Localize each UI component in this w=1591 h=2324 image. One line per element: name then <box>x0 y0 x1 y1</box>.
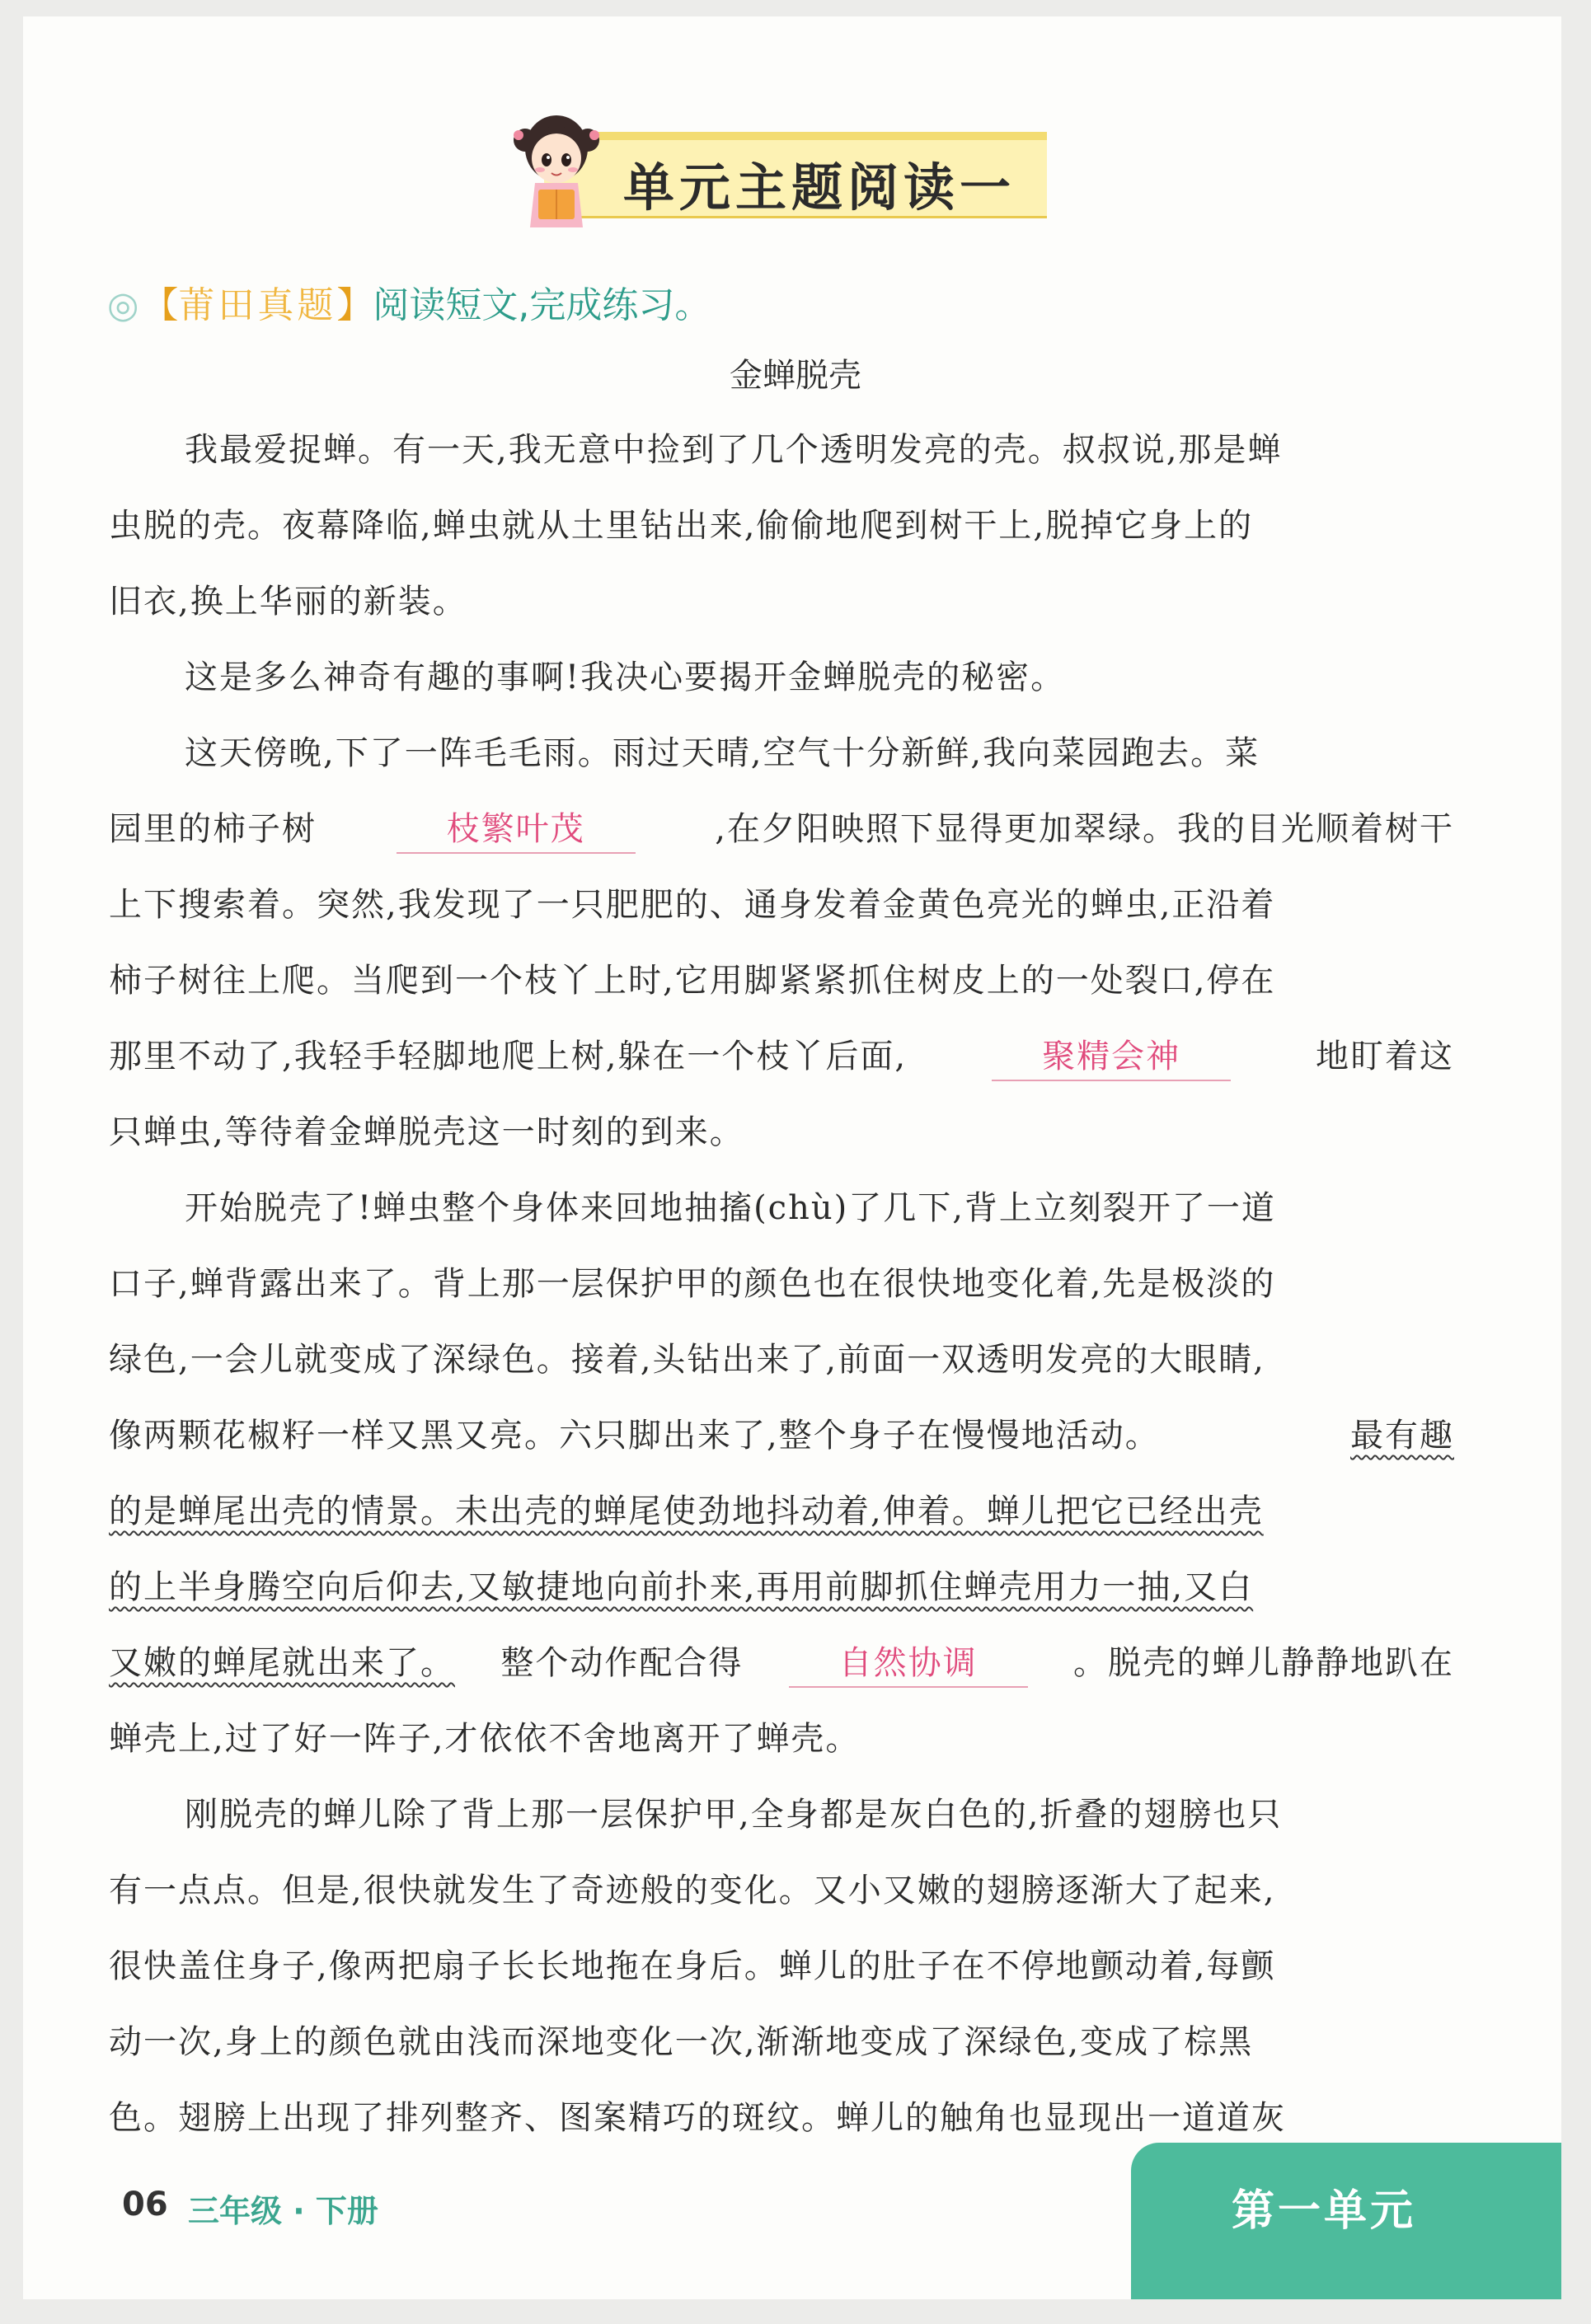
line-text: 只蝉虫,等待着金蝉脱壳这一时刻的到来。 <box>109 1113 744 1151</box>
unit-title-banner <box>544 132 1047 218</box>
text-line <box>185 729 1454 778</box>
line-text: 开始脱壳了!蝉虫整个身体来回地抽搐(chù)了几下,背上立刻裂开了一道 <box>185 1189 1276 1227</box>
text-line <box>109 1942 1454 1991</box>
unit-label: 第一单元 <box>1232 2186 1417 2236</box>
text-line <box>109 1335 1454 1385</box>
text-line <box>185 653 1530 702</box>
text-line <box>109 1866 1454 1915</box>
text-line <box>185 1790 1454 1839</box>
text-line <box>109 804 1454 854</box>
wavy-underlined-text: 最有趣 <box>1350 1417 1454 1455</box>
text-line <box>109 501 1454 551</box>
text-line <box>109 2093 1454 2143</box>
wavy-underlined-text: 又嫩的蝉尾就出来了。 <box>109 1644 455 1682</box>
text-line <box>109 1714 1454 1764</box>
text-line <box>185 1183 1454 1233</box>
source-bracket-open: 【 <box>142 284 179 326</box>
instruction-text: 阅读短文,完成练习。 <box>373 284 711 326</box>
line-text: 园里的柿子树 <box>109 810 317 848</box>
line-text: 绿色,一会儿就变成了深绿色。接着,头钻出来了,前面一双透明发亮的大眼睛, <box>109 1341 1265 1379</box>
line-text: 旧衣,换上华丽的新装。 <box>109 583 467 621</box>
line-text: 色。翅膀上出现了排列整齐、图案精巧的斑纹。蝉儿的触角也显现出一道道灰 <box>109 2099 1286 2137</box>
article-title: 金蝉脱壳 <box>730 357 861 395</box>
text-line <box>109 1487 1454 1536</box>
source-tag: 莆田真题 <box>178 284 337 326</box>
line-text: 。脱壳的蝉儿静静地趴在 <box>1072 1644 1454 1682</box>
line-text: 蝉壳上,过了好一阵子,才依依不舍地离开了蝉壳。 <box>109 1720 861 1758</box>
wavy-underlined-text: 的上半身腾空向后仰去,又敏捷地向前扑来,再用前脚抓住蝉壳用力一抽,又白 <box>109 1568 1254 1606</box>
reading-girl-icon <box>507 97 606 229</box>
text-line <box>109 880 1454 930</box>
line-text: 虫脱的壳。夜幕降临,蝉虫就从土里钻出来,偷偷地爬到树干上,脱掉它身上的 <box>109 507 1254 545</box>
answer-blank[interactable]: 自然协调 <box>789 1638 1028 1688</box>
line-text: 这天傍晚,下了一阵毛毛雨。雨过天晴,空气十分新鲜,我向菜园跑去。菜 <box>185 734 1260 772</box>
line-text: 这是多么神奇有趣的事啊!我决心要揭开金蝉脱壳的秘密。 <box>185 658 1066 696</box>
line-text: 那里不动了,我轻手轻脚地爬上树,躲在一个枝丫后面, <box>109 1038 908 1075</box>
line-text: 有一点点。但是,很快就发生了奇迹般的变化。又小又嫩的翅膀逐渐大了起来, <box>109 1872 1276 1909</box>
line-text: 动一次,身上的颜色就由浅而深地变化一次,渐渐地变成了深绿色,变成了棕黑 <box>109 2023 1254 2061</box>
answer-blank[interactable]: 聚精会神 <box>992 1032 1231 1081</box>
text-line <box>109 1563 1454 1612</box>
line-text: 柿子树往上爬。当爬到一个枝丫上时,它用脚紧紧抓住树皮上的一处裂口,停在 <box>109 962 1276 1000</box>
text-line <box>185 425 1454 475</box>
line-text: 上下搜索着。突然,我发现了一只肥肥的、通身发着金黄色亮光的蝉虫,正沿着 <box>109 886 1276 924</box>
line-text: 刚脱壳的蝉儿除了背上那一层保护甲,全身都是灰白色的,折叠的翅膀也只 <box>185 1796 1283 1834</box>
grade-label: 三年级 · 下册 <box>188 2193 378 2229</box>
page-title: 单元主题阅读一 <box>623 157 1016 218</box>
banner-top-bar <box>544 132 1047 140</box>
line-text: 我最爱捉蝉。有一天,我无意中捡到了几个透明发亮的壳。叔叔说,那是蝉 <box>185 431 1283 469</box>
answer-blank[interactable]: 枝繁叶茂 <box>397 804 636 854</box>
text-line <box>109 1411 1454 1460</box>
bullet-circle-icon: ◎ <box>107 284 139 326</box>
line-text: 口子,蝉背露出来了。背上那一层保护甲的颜色也在很快地变化着,先是极淡的 <box>109 1265 1276 1303</box>
page-number: 06 <box>122 2186 168 2223</box>
line-text: 整个动作配合得 <box>500 1644 744 1682</box>
source-bracket-close: 】 <box>336 284 373 326</box>
line-text: ,在夕阳映照下显得更加翠绿。我的目光顺着树干 <box>715 810 1454 848</box>
question-instruction <box>107 275 711 328</box>
text-line <box>109 1108 1454 1157</box>
text-line <box>109 1638 1454 1688</box>
line-text: 很快盖住身子,像两把扇子长长地拖在身后。蝉儿的肚子在不停地颤动着,每颤 <box>109 1947 1276 1985</box>
line-text: 像两颗花椒籽一样又黑又亮。六只脚出来了,整个身子在慢慢地活动。 <box>109 1417 1160 1455</box>
text-line <box>109 2017 1454 2067</box>
wavy-underlined-text: 的是蝉尾出壳的情景。未出壳的蝉尾使劲地抖动着,伸着。蝉儿把它已经出壳 <box>109 1492 1264 1530</box>
text-line <box>109 1032 1454 1081</box>
text-line <box>109 956 1454 1005</box>
unit-tab <box>1131 2143 1561 2299</box>
text-line <box>109 1259 1454 1309</box>
line-text: 地盯着这 <box>1316 1038 1454 1075</box>
text-line <box>109 577 1454 626</box>
